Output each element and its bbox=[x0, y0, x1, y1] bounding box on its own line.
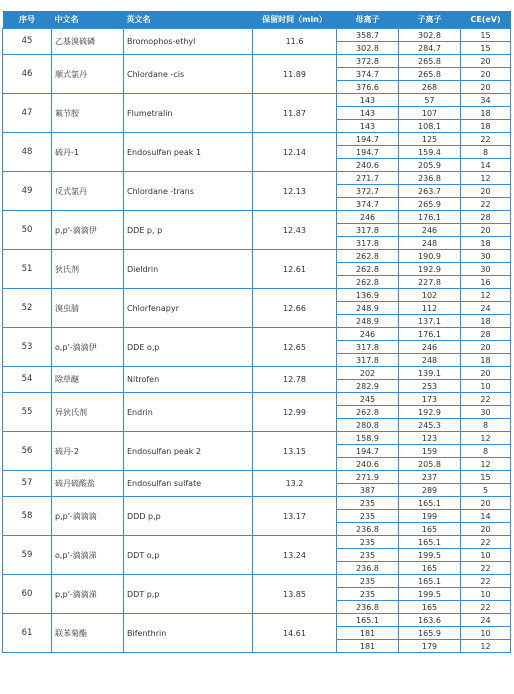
english-name: DDE p, p bbox=[124, 211, 253, 250]
daughter-ion: 192.9 bbox=[399, 406, 461, 419]
english-name: Nitrofen bbox=[124, 367, 253, 393]
parent-ion: 143 bbox=[337, 107, 399, 120]
collision-energy: 22 bbox=[461, 575, 511, 588]
compound-index: 56 bbox=[3, 432, 52, 471]
compound-index: 55 bbox=[3, 393, 52, 432]
table-row bbox=[3, 367, 511, 380]
parent-ion: 143 bbox=[337, 120, 399, 133]
parent-ion: 240.6 bbox=[337, 159, 399, 172]
header-retention-time: 保留时间（min） bbox=[253, 11, 337, 29]
header-english-name: 英文名 bbox=[124, 11, 253, 29]
parent-ion: 158.9 bbox=[337, 432, 399, 445]
parent-ion: 236.8 bbox=[337, 562, 399, 575]
collision-energy: 10 bbox=[461, 588, 511, 601]
english-name: Endosulfan peak 1 bbox=[124, 133, 253, 172]
collision-energy: 22 bbox=[461, 536, 511, 549]
collision-energy: 8 bbox=[461, 146, 511, 159]
daughter-ion: 190.9 bbox=[399, 250, 461, 263]
parent-ion: 236.8 bbox=[337, 601, 399, 614]
daughter-ion: 246 bbox=[399, 341, 461, 354]
english-name: Bromophos-ethyl bbox=[124, 29, 253, 55]
daughter-ion: 176.1 bbox=[399, 211, 461, 224]
collision-energy: 20 bbox=[461, 497, 511, 510]
daughter-ion: 137.1 bbox=[399, 315, 461, 328]
daughter-ion: 107 bbox=[399, 107, 461, 120]
daughter-ion: 205.9 bbox=[399, 159, 461, 172]
compound-index: 53 bbox=[3, 328, 52, 367]
daughter-ion: 265.9 bbox=[399, 198, 461, 211]
collision-energy: 22 bbox=[461, 562, 511, 575]
compound-index: 48 bbox=[3, 133, 52, 172]
parent-ion: 236.8 bbox=[337, 523, 399, 536]
parent-ion: 245 bbox=[337, 393, 399, 406]
retention-time: 11.87 bbox=[253, 94, 337, 133]
parent-ion: 372.8 bbox=[337, 55, 399, 68]
collision-energy: 28 bbox=[461, 328, 511, 341]
daughter-ion: 263.7 bbox=[399, 185, 461, 198]
table-row bbox=[3, 133, 511, 146]
collision-energy: 30 bbox=[461, 406, 511, 419]
collision-energy: 15 bbox=[461, 29, 511, 42]
parent-ion: 235 bbox=[337, 510, 399, 523]
collision-energy: 20 bbox=[461, 81, 511, 94]
compound-index: 47 bbox=[3, 94, 52, 133]
parent-ion: 262.8 bbox=[337, 406, 399, 419]
collision-energy: 12 bbox=[461, 289, 511, 302]
retention-time: 13.15 bbox=[253, 432, 337, 471]
retention-time: 11.89 bbox=[253, 55, 337, 94]
daughter-ion: 199.5 bbox=[399, 588, 461, 601]
parent-ion: 262.8 bbox=[337, 276, 399, 289]
retention-time: 13.17 bbox=[253, 497, 337, 536]
parent-ion: 235 bbox=[337, 549, 399, 562]
retention-time: 13.85 bbox=[253, 575, 337, 614]
retention-time: 14.61 bbox=[253, 614, 337, 653]
daughter-ion: 125 bbox=[399, 133, 461, 146]
table-row bbox=[3, 55, 511, 68]
daughter-ion: 165.1 bbox=[399, 536, 461, 549]
table-row bbox=[3, 575, 511, 588]
retention-time: 12.61 bbox=[253, 250, 337, 289]
collision-energy: 10 bbox=[461, 549, 511, 562]
daughter-ion: 123 bbox=[399, 432, 461, 445]
parent-ion: 181 bbox=[337, 640, 399, 653]
data-table-container bbox=[2, 11, 510, 653]
parent-ion: 181 bbox=[337, 627, 399, 640]
collision-energy: 8 bbox=[461, 445, 511, 458]
parent-ion: 262.8 bbox=[337, 250, 399, 263]
collision-energy: 20 bbox=[461, 367, 511, 380]
daughter-ion: 246 bbox=[399, 224, 461, 237]
chinese-name: 乙基溴硫磷 bbox=[52, 29, 124, 55]
daughter-ion: 159 bbox=[399, 445, 461, 458]
compound-index: 52 bbox=[3, 289, 52, 328]
english-name: DDT o,p bbox=[124, 536, 253, 575]
parent-ion: 235 bbox=[337, 497, 399, 510]
chinese-name: 除草醚 bbox=[52, 367, 124, 393]
daughter-ion: 165.1 bbox=[399, 575, 461, 588]
daughter-ion: 236.8 bbox=[399, 172, 461, 185]
table-row bbox=[3, 614, 511, 627]
daughter-ion: 248 bbox=[399, 354, 461, 367]
daughter-ion: 163.6 bbox=[399, 614, 461, 627]
chinese-name: 异狄氏剂 bbox=[52, 393, 124, 432]
parent-ion: 194.7 bbox=[337, 133, 399, 146]
daughter-ion: 205.8 bbox=[399, 458, 461, 471]
english-name: Dieldrin bbox=[124, 250, 253, 289]
collision-energy: 10 bbox=[461, 627, 511, 640]
collision-energy: 18 bbox=[461, 315, 511, 328]
collision-energy: 15 bbox=[461, 42, 511, 55]
collision-energy: 22 bbox=[461, 133, 511, 146]
parent-ion: 248.9 bbox=[337, 302, 399, 315]
daughter-ion: 265.8 bbox=[399, 55, 461, 68]
daughter-ion: 165.1 bbox=[399, 497, 461, 510]
daughter-ion: 237 bbox=[399, 471, 461, 484]
header-row bbox=[3, 11, 511, 29]
header-parent-ion: 母离子 bbox=[337, 11, 399, 29]
collision-energy: 20 bbox=[461, 341, 511, 354]
collision-energy: 15 bbox=[461, 471, 511, 484]
parent-ion: 280.8 bbox=[337, 419, 399, 432]
parent-ion: 358.7 bbox=[337, 29, 399, 42]
retention-time: 12.14 bbox=[253, 133, 337, 172]
collision-energy: 22 bbox=[461, 198, 511, 211]
collision-energy: 22 bbox=[461, 601, 511, 614]
parent-ion: 387 bbox=[337, 484, 399, 497]
parent-ion: 262.8 bbox=[337, 263, 399, 276]
collision-energy: 20 bbox=[461, 224, 511, 237]
table-row bbox=[3, 29, 511, 42]
table-row bbox=[3, 289, 511, 302]
parent-ion: 194.7 bbox=[337, 146, 399, 159]
collision-energy: 5 bbox=[461, 484, 511, 497]
english-name: Chlordane -cis bbox=[124, 55, 253, 94]
daughter-ion: 248 bbox=[399, 237, 461, 250]
parent-ion: 143 bbox=[337, 94, 399, 107]
daughter-ion: 227.8 bbox=[399, 276, 461, 289]
collision-energy: 12 bbox=[461, 458, 511, 471]
chinese-name: p,p'-滴滴涕 bbox=[52, 575, 124, 614]
parent-ion: 246 bbox=[337, 211, 399, 224]
compound-index: 59 bbox=[3, 536, 52, 575]
compound-index: 57 bbox=[3, 471, 52, 497]
parent-ion: 317.8 bbox=[337, 224, 399, 237]
compound-index: 58 bbox=[3, 497, 52, 536]
english-name: Flumetralin bbox=[124, 94, 253, 133]
retention-time: 12.13 bbox=[253, 172, 337, 211]
daughter-ion: 289 bbox=[399, 484, 461, 497]
collision-energy: 24 bbox=[461, 302, 511, 315]
chinese-name: 狄氏剂 bbox=[52, 250, 124, 289]
parent-ion: 302.8 bbox=[337, 42, 399, 55]
parent-ion: 246 bbox=[337, 328, 399, 341]
parent-ion: 372.7 bbox=[337, 185, 399, 198]
table-row bbox=[3, 172, 511, 185]
chinese-name: 顺式氯丹 bbox=[52, 55, 124, 94]
daughter-ion: 165 bbox=[399, 523, 461, 536]
chinese-name: 联苯菊酯 bbox=[52, 614, 124, 653]
collision-energy: 20 bbox=[461, 185, 511, 198]
collision-energy: 12 bbox=[461, 640, 511, 653]
compound-index: 50 bbox=[3, 211, 52, 250]
table-row bbox=[3, 393, 511, 406]
english-name: DDD p,p bbox=[124, 497, 253, 536]
collision-energy: 28 bbox=[461, 211, 511, 224]
parent-ion: 202 bbox=[337, 367, 399, 380]
parent-ion: 271.9 bbox=[337, 471, 399, 484]
daughter-ion: 179 bbox=[399, 640, 461, 653]
parent-ion: 271.7 bbox=[337, 172, 399, 185]
table-row bbox=[3, 211, 511, 224]
retention-time: 11.6 bbox=[253, 29, 337, 55]
collision-energy: 20 bbox=[461, 55, 511, 68]
collision-energy: 12 bbox=[461, 172, 511, 185]
retention-time: 12.99 bbox=[253, 393, 337, 432]
retention-time: 12.43 bbox=[253, 211, 337, 250]
header-daughter-ion: 子离子 bbox=[399, 11, 461, 29]
daughter-ion: 302.8 bbox=[399, 29, 461, 42]
collision-energy: 16 bbox=[461, 276, 511, 289]
parent-ion: 235 bbox=[337, 536, 399, 549]
table-body bbox=[3, 29, 511, 653]
collision-energy: 10 bbox=[461, 380, 511, 393]
collision-energy: 8 bbox=[461, 419, 511, 432]
collision-energy: 14 bbox=[461, 510, 511, 523]
retention-time: 12.78 bbox=[253, 367, 337, 393]
english-name: Endrin bbox=[124, 393, 253, 432]
parent-ion: 374.7 bbox=[337, 68, 399, 81]
daughter-ion: 245.3 bbox=[399, 419, 461, 432]
daughter-ion: 199.5 bbox=[399, 549, 461, 562]
collision-energy: 20 bbox=[461, 523, 511, 536]
parent-ion: 248.9 bbox=[337, 315, 399, 328]
table-row bbox=[3, 250, 511, 263]
table-row bbox=[3, 328, 511, 341]
daughter-ion: 112 bbox=[399, 302, 461, 315]
parent-ion: 374.7 bbox=[337, 198, 399, 211]
english-name: DDT p,p bbox=[124, 575, 253, 614]
daughter-ion: 176.1 bbox=[399, 328, 461, 341]
parent-ion: 194.7 bbox=[337, 445, 399, 458]
daughter-ion: 102 bbox=[399, 289, 461, 302]
chinese-name: 反式氯丹 bbox=[52, 172, 124, 211]
compound-index: 46 bbox=[3, 55, 52, 94]
pesticide-mrm-table bbox=[2, 11, 511, 653]
collision-energy: 30 bbox=[461, 263, 511, 276]
daughter-ion: 265.8 bbox=[399, 68, 461, 81]
chinese-name: p,p'-滴滴滴 bbox=[52, 497, 124, 536]
daughter-ion: 199 bbox=[399, 510, 461, 523]
header-index: 序号 bbox=[3, 11, 52, 29]
collision-energy: 18 bbox=[461, 120, 511, 133]
chinese-name: 硫丹-1 bbox=[52, 133, 124, 172]
english-name: Chlorfenapyr bbox=[124, 289, 253, 328]
english-name: DDE o,p bbox=[124, 328, 253, 367]
chinese-name: 硫丹硫酸盐 bbox=[52, 471, 124, 497]
chinese-name: p,p'-滴滴伊 bbox=[52, 211, 124, 250]
daughter-ion: 165 bbox=[399, 562, 461, 575]
collision-energy: 24 bbox=[461, 614, 511, 627]
daughter-ion: 192.9 bbox=[399, 263, 461, 276]
table-row bbox=[3, 471, 511, 484]
collision-energy: 30 bbox=[461, 250, 511, 263]
parent-ion: 282.9 bbox=[337, 380, 399, 393]
parent-ion: 317.8 bbox=[337, 341, 399, 354]
parent-ion: 317.8 bbox=[337, 237, 399, 250]
daughter-ion: 159.4 bbox=[399, 146, 461, 159]
english-name: Endosulfan peak 2 bbox=[124, 432, 253, 471]
parent-ion: 235 bbox=[337, 588, 399, 601]
chinese-name: o,p'-滴滴伊 bbox=[52, 328, 124, 367]
table-row bbox=[3, 536, 511, 549]
daughter-ion: 253 bbox=[399, 380, 461, 393]
compound-index: 61 bbox=[3, 614, 52, 653]
chinese-name: o,p'-滴滴涕 bbox=[52, 536, 124, 575]
english-name: Endosulfan sulfate bbox=[124, 471, 253, 497]
daughter-ion: 165 bbox=[399, 601, 461, 614]
daughter-ion: 284.7 bbox=[399, 42, 461, 55]
retention-time: 12.65 bbox=[253, 328, 337, 367]
parent-ion: 235 bbox=[337, 575, 399, 588]
header-chinese-name: 中文名 bbox=[52, 11, 124, 29]
daughter-ion: 108.1 bbox=[399, 120, 461, 133]
parent-ion: 136.9 bbox=[337, 289, 399, 302]
compound-index: 51 bbox=[3, 250, 52, 289]
english-name: Chlordane -trans bbox=[124, 172, 253, 211]
parent-ion: 165.1 bbox=[337, 614, 399, 627]
retention-time: 13.2 bbox=[253, 471, 337, 497]
daughter-ion: 173 bbox=[399, 393, 461, 406]
table-row bbox=[3, 497, 511, 510]
compound-index: 60 bbox=[3, 575, 52, 614]
parent-ion: 317.8 bbox=[337, 354, 399, 367]
english-name: Bifenthrin bbox=[124, 614, 253, 653]
retention-time: 13.24 bbox=[253, 536, 337, 575]
table-row bbox=[3, 432, 511, 445]
compound-index: 49 bbox=[3, 172, 52, 211]
daughter-ion: 139.1 bbox=[399, 367, 461, 380]
daughter-ion: 268 bbox=[399, 81, 461, 94]
chinese-name: 氟节胺 bbox=[52, 94, 124, 133]
collision-energy: 18 bbox=[461, 237, 511, 250]
collision-energy: 22 bbox=[461, 393, 511, 406]
retention-time: 12.66 bbox=[253, 289, 337, 328]
compound-index: 45 bbox=[3, 29, 52, 55]
collision-energy: 18 bbox=[461, 354, 511, 367]
collision-energy: 34 bbox=[461, 94, 511, 107]
parent-ion: 376.6 bbox=[337, 81, 399, 94]
daughter-ion: 165.9 bbox=[399, 627, 461, 640]
daughter-ion: 57 bbox=[399, 94, 461, 107]
collision-energy: 14 bbox=[461, 159, 511, 172]
collision-energy: 18 bbox=[461, 107, 511, 120]
header-collision-energy: CE(eV) bbox=[461, 11, 511, 29]
collision-energy: 20 bbox=[461, 68, 511, 81]
collision-energy: 12 bbox=[461, 432, 511, 445]
chinese-name: 硫丹-2 bbox=[52, 432, 124, 471]
chinese-name: 溴虫腈 bbox=[52, 289, 124, 328]
compound-index: 54 bbox=[3, 367, 52, 393]
parent-ion: 240.6 bbox=[337, 458, 399, 471]
table-row bbox=[3, 94, 511, 107]
